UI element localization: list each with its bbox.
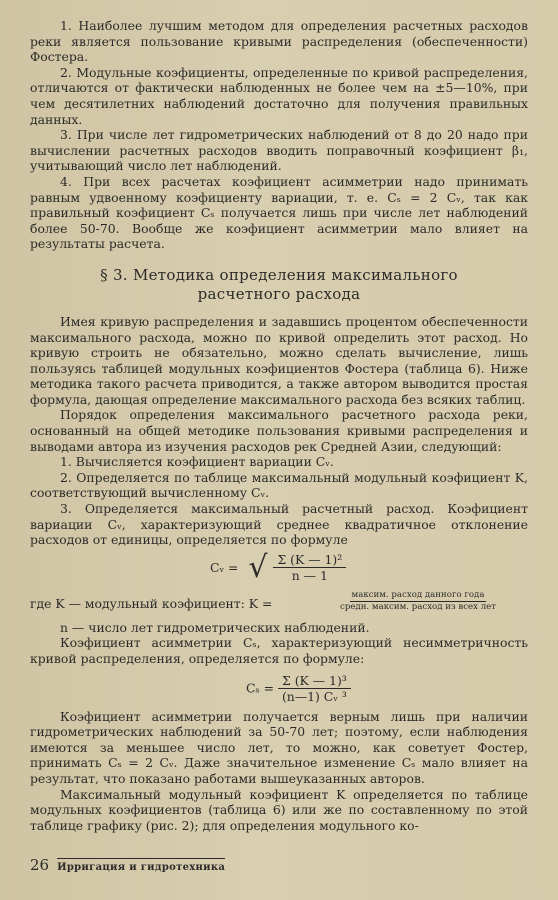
k-numerator: максим. расход данного года	[351, 589, 485, 600]
page-footer	[30, 858, 225, 876]
page-number: 26	[30, 856, 50, 874]
paragraph: 2. Модульные коэфициенты, определенные по кривой распределения, отличаются от фактически наблюденных не более чем на ±5—10%, при чем десятилетних наблюдений достаточно для получения правильных данных.	[30, 64, 528, 127]
formula-cv	[30, 549, 528, 588]
paragraph: Порядок определения максимального расчетного расхода реки, основанный на общей методике пользования кривыми распределения и выводами автора из изучения расходов рек Средней Азии, следующий:	[30, 407, 528, 454]
k-definition-text: где K — модульный коэфициент: K =	[30, 595, 273, 611]
sqrt-symbol: √	[248, 549, 268, 585]
section-heading-line: расчетного расхода	[197, 284, 361, 303]
formula-fraction	[273, 552, 346, 584]
section-heading	[30, 266, 528, 304]
formula-numerator: Σ (K — 1)²	[273, 552, 346, 569]
paragraph: 2. Определяется по таблице максимальный модульный коэфициент K, соответствующий вычисленному Cᵥ.	[30, 469, 528, 501]
paragraph: 3. При числе лет гидрометрических наблюдений от 8 до 20 надо при вычислении расчетных расходов вводить поправочный коэфициент β₁, учитывающий число лет наблюдений.	[30, 127, 528, 174]
paragraph: Коэфициент асимметрии Cₛ, характеризующий несимметричность кривой распределения, определяется по формуле:	[30, 635, 528, 666]
paragraph: Имея кривую распределения и задавшись процентом обеспеченности максимального расхода, можно по кривой определить этот расход. Но кривую строить не обязательно, можно сделать вычисление, лишь пользуясь таблицей модульных коэфициентов Фостера (таблица 6). Ниже методика такого расчета приводится, а также автором выводится простая формула, дающая определение максимального расхода без всяких таблиц.	[30, 313, 528, 407]
paragraph: Коэфициент асимметрии получается верным лишь при наличии гидрометрических наблюдений за 50-70 лет; поэтому, если наблюдения имеются за меньшее число лет, то можно, как советует Фостер, принимать Cₛ = 2 Cᵥ. Даже значительное изменение Cₛ мало влияет на результат, что показано работами вышеуказанных авторов.	[30, 708, 528, 786]
paragraph: 1. Вычисляется коэфициент вариации Cᵥ.	[60, 454, 334, 470]
paragraph: 4. При всех расчетах коэфициент асимметрии надо принимать равным удвоенному коэфициенту вариации, т. е. Cₛ = 2 Cᵥ, так как правильный коэфициент Cₛ получается лишь при числе лет наблюдений более 50-70. Вообще же коэфициент асимметрии мало влияет на результаты расчета.	[30, 173, 528, 252]
paragraph: n — число лет гидрометрических наблюдений.	[60, 619, 370, 635]
formula-lhs: Cₛ =	[246, 680, 274, 696]
paragraph: 1. Наиболее лучшим методом для определения расчетных расходов реки является пользование кривыми распределения (обеспеченности) Фостера.	[30, 18, 528, 65]
k-denominator: средн. максим. расход из всех лет	[340, 601, 496, 612]
journal-title: Ирригация и гидротехника	[57, 858, 225, 876]
formula-numerator: Σ (K — 1)³	[278, 673, 351, 690]
k-fraction	[338, 590, 498, 613]
paragraph: 3. Определяется максимальный расчетный расход. Коэфициент вариации Cᵥ, характеризующий среднее квадратичное отклонение расходов от единицы, определяется по формуле	[30, 501, 528, 548]
formula-cs	[30, 671, 528, 707]
formula-fraction	[278, 673, 351, 705]
formula-lhs: Cᵥ =	[210, 560, 239, 576]
paragraph: Максимальный модульный коэфициент K определяется по таблице модульных коэфициентов (таблица 6) или же по составленному по этой таблице графику (рис. 2); для определения модульного ко-	[30, 786, 528, 833]
formula-denominator: n — 1	[291, 568, 328, 584]
section-heading-line: § 3. Методика определения максимального	[100, 265, 458, 284]
formula-denominator: (n—1) Cᵥ ³	[281, 689, 347, 705]
k-definition	[30, 590, 528, 620]
